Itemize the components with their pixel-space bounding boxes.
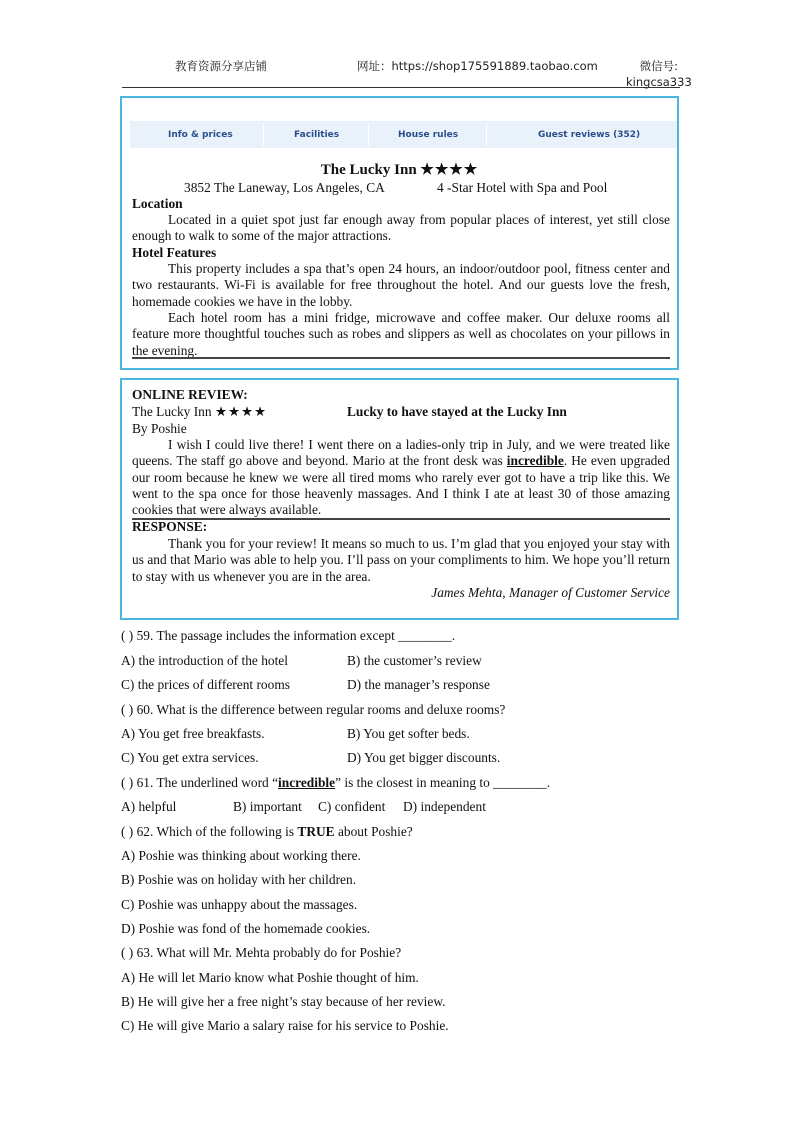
q61-option-a: A) helpful xyxy=(121,799,177,814)
q61-post: ” is the closest in meaning to ________. xyxy=(335,775,551,790)
hotel-title xyxy=(122,160,677,179)
q62-option-c: C) Poshie was unhappy about the massages. xyxy=(121,897,358,912)
question-59: ( ) 59. The passage includes the information except ________. xyxy=(121,628,456,643)
features-paragraph-2: Each hotel room has a mini fridge, microwave and coffee maker. Our deluxe rooms all feature more thoughtful touches such as robes and slippers as well as chocolates on your pillows in the evening. xyxy=(132,310,670,358)
shop-url: 网址：https://shop175591889.taobao.com xyxy=(357,59,598,73)
header-rule xyxy=(122,87,680,88)
hotel-name: The Lucky Inn xyxy=(320,162,417,178)
question-61 xyxy=(121,775,550,791)
review-text-after: . He even upgraded our room because he knew we were all tired moms who rarely ever got to have a trip like this. We went to the spa once for those heavenly massages. And I think I ate at least 30 of those amazing cookies that were always available. xyxy=(132,453,671,518)
review-title-line xyxy=(132,404,670,420)
wechat-id: kingcsa333 xyxy=(626,75,692,89)
q62-option-a: A) Poshie was thinking about working there. xyxy=(121,848,361,863)
q63-option-a: A) He will let Mario know what Poshie thought of him. xyxy=(121,970,419,985)
response-signature: James Mehta, Manager of Customer Service xyxy=(431,585,670,600)
q62-bold: TRUE xyxy=(297,824,335,839)
underlined-word: incredible xyxy=(506,453,564,469)
review-text-before: I wish I could live there! I went there on a ladies-only trip in July, and we were treated like queens. The staff go above and beyond. Mario at the front desk was xyxy=(132,437,670,469)
q62-option-d: D) Poshie was fond of the homemade cookies. xyxy=(121,921,371,936)
q62-option-b: B) Poshie was on holiday with her children. xyxy=(121,872,357,887)
q61-word: incredible xyxy=(278,775,336,790)
location-text: Located in a quiet spot just far enough away from popular places of interest, yet still close enough to walk to some of the major attractions. xyxy=(132,212,670,244)
question-62 xyxy=(121,824,413,840)
review-box xyxy=(120,378,679,620)
features-paragraph-1: This property includes a spa that’s open 24 hours, an indoor/outdoor pool, fitness center and two restaurants. Wi-Fi is available for free throughout the hotel. And our guests love the fresh, homemade cookies we have in the lobby. xyxy=(132,261,670,309)
wechat-info xyxy=(626,58,692,90)
review-title: Lucky to have stayed at the Lucky Inn xyxy=(347,404,567,419)
hotel-tabs xyxy=(130,121,677,148)
hotel-stars: ★★★★ xyxy=(420,162,479,178)
q59-option-a: A) the introduction of the hotel xyxy=(121,653,288,668)
q59-option-d: D) the manager’s response xyxy=(347,677,490,692)
review-heading: ONLINE REVIEW: xyxy=(132,387,248,402)
review-hotel-name: The Lucky Inn xyxy=(132,404,212,419)
hotel-category: 4 -Star Hotel with Spa and Pool xyxy=(437,180,608,195)
hotel-address: 3852 The Laneway, Los Angeles, CA xyxy=(184,180,385,195)
review-stars: ★★★★ xyxy=(214,404,267,419)
q62-pre: ( ) 62. Which of the following is xyxy=(121,824,298,839)
hotel-info-box xyxy=(120,96,679,370)
response-heading: RESPONSE: xyxy=(132,519,208,534)
q60-option-d: D) You get bigger discounts. xyxy=(347,750,501,765)
q60-option-a: A) You get free breakfasts. xyxy=(121,726,265,741)
q63-option-c: C) He will give Mario a salary raise for his service to Poshie. xyxy=(121,1018,449,1033)
response-text: Thank you for your review! It means so much to us. I’m glad that you enjoyed your stay with us and that Mario was able to help you. I’ll pass on your compliments to him. We hope you’ll return to stay with us whenever you are in the area. xyxy=(132,536,670,584)
features-heading: Hotel Features xyxy=(132,245,217,260)
shop-name: 教育资源分享店铺 xyxy=(175,59,267,73)
q61-option-c: C) confident xyxy=(318,799,386,814)
hotel-address-line xyxy=(184,180,664,196)
q61-option-b: B) important xyxy=(233,799,302,814)
q59-option-b: B) the customer’s review xyxy=(347,653,482,668)
location-heading: Location xyxy=(132,196,183,211)
q61-option-d: D) independent xyxy=(403,799,486,814)
q62-post: about Poshie? xyxy=(334,824,413,839)
tab-facilities[interactable]: Facilities xyxy=(294,130,340,140)
q60-option-c: C) You get extra services. xyxy=(121,750,259,765)
wechat-label: 微信号: xyxy=(639,59,678,73)
question-60: ( ) 60. What is the difference between regular rooms and deluxe rooms? xyxy=(121,702,506,717)
tab-guest-reviews[interactable]: Guest reviews (352) xyxy=(538,130,641,140)
review-text xyxy=(132,437,670,518)
tab-house-rules[interactable]: House rules xyxy=(398,130,459,140)
q59-option-c: C) the prices of different rooms xyxy=(121,677,290,692)
q61-pre: ( ) 61. The underlined word “ xyxy=(121,775,279,790)
q63-option-b: B) He will give her a free night’s stay because of her review. xyxy=(121,994,446,1009)
q60-option-b: B) You get softer beds. xyxy=(347,726,470,741)
tab-info-prices[interactable]: Info & prices xyxy=(168,130,233,140)
question-63: ( ) 63. What will Mr. Mehta probably do for Poshie? xyxy=(121,945,402,960)
review-author: By Poshie xyxy=(132,421,187,436)
hotel-box-rule xyxy=(132,357,670,359)
